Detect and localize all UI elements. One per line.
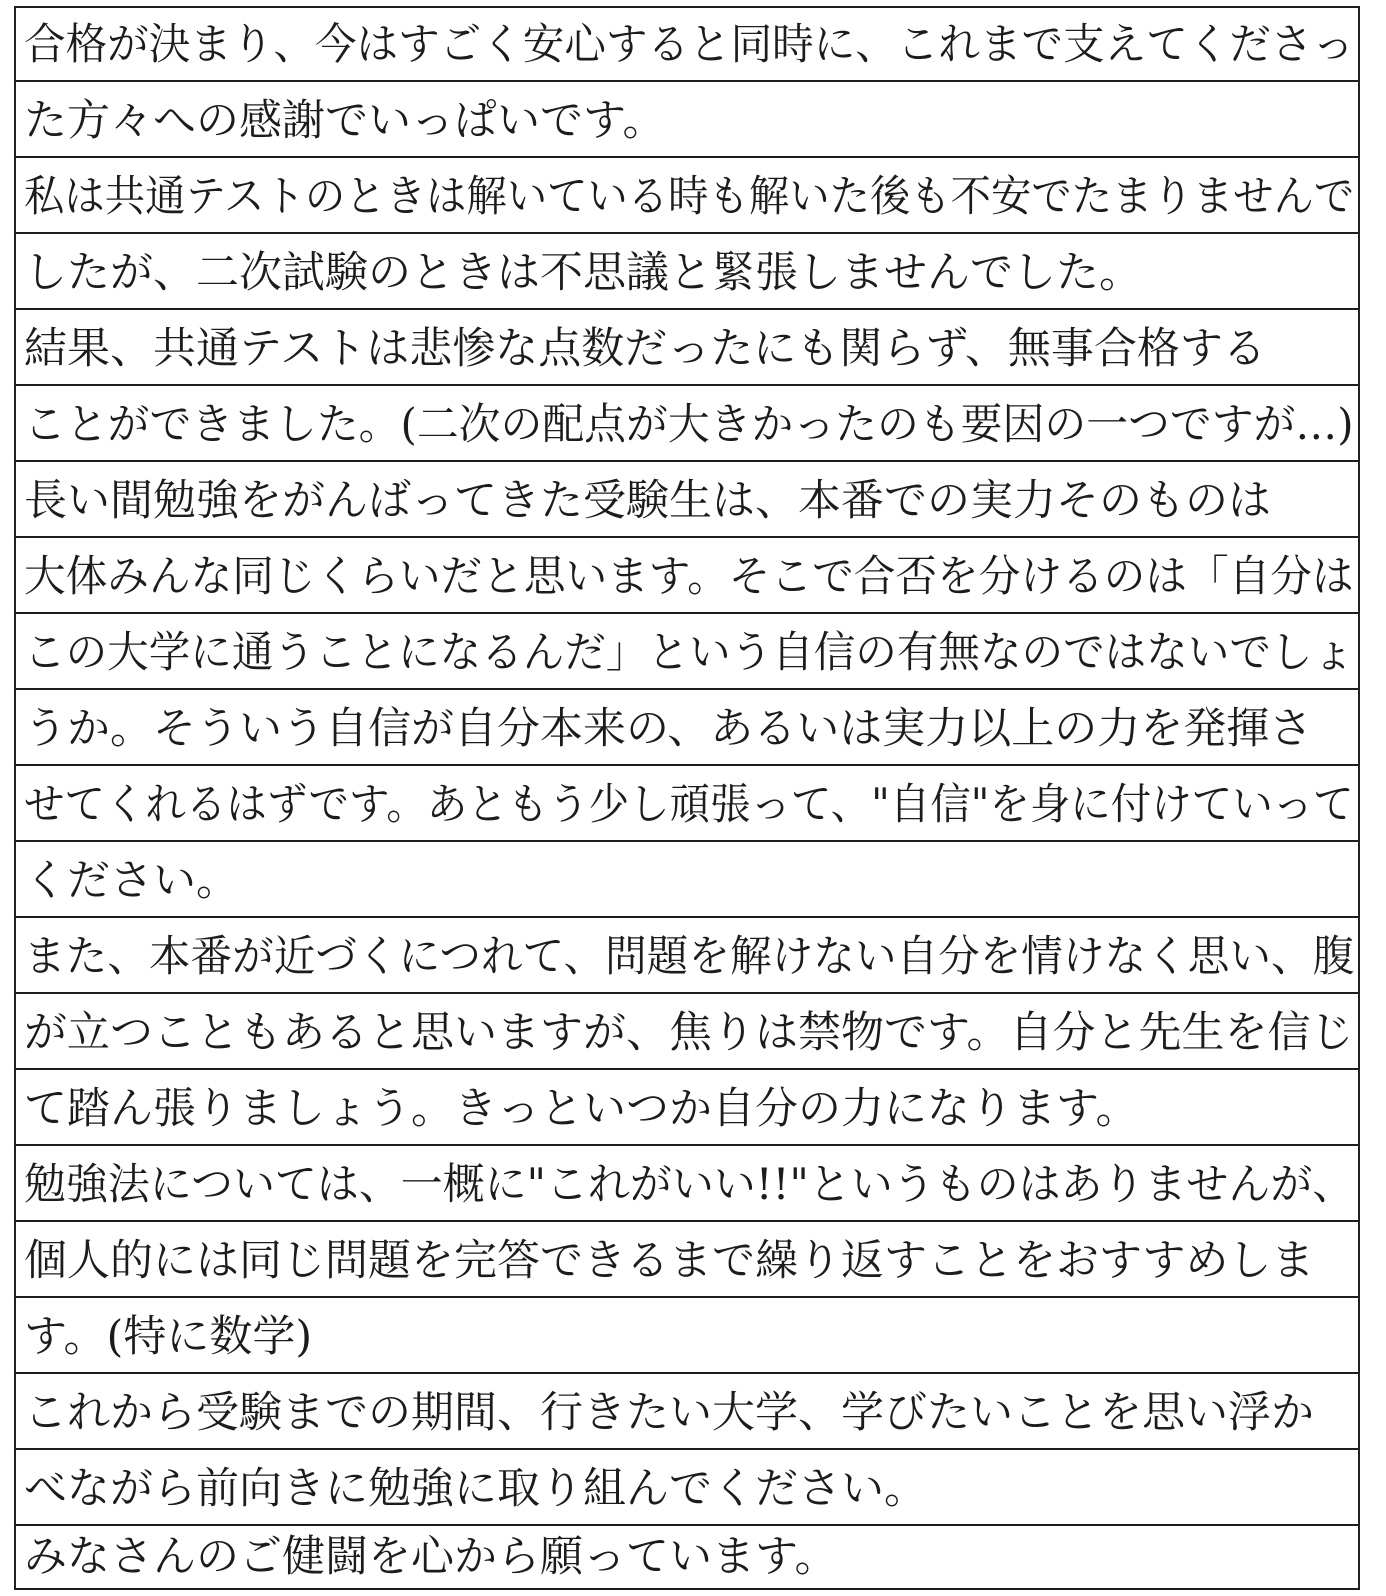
text-line: これから受験までの期間、行きたい大学、学びたいことを思い浮か	[24, 1388, 1314, 1438]
ruled-line	[14, 992, 1360, 994]
ruled-line	[14, 1448, 1360, 1450]
ruled-line	[14, 384, 1360, 386]
text-line: た方々への感謝でいっぱいです。	[24, 96, 666, 146]
ruled-line	[14, 6, 1360, 8]
text-line: みなさんのご健闘を心から願っています。	[24, 1532, 838, 1582]
text-line: 私は共通テストのときは解いている時も解いた後も不安でたまりませんで	[24, 172, 1354, 222]
text-line: うか。そういう自信が自分本来の、あるいは実力以上の力を発揮さ	[24, 704, 1313, 754]
ruled-line	[14, 916, 1360, 918]
ruled-line	[14, 1220, 1360, 1222]
text-line: べながら前向きに勉強に取り組んでください。	[24, 1464, 927, 1514]
ruled-line	[14, 80, 1360, 82]
ruled-line	[14, 1144, 1360, 1146]
text-line: したが、二次試験のときは不思議と緊張しませんでした。	[24, 248, 1142, 298]
ruled-line	[14, 688, 1360, 690]
text-line: ください。	[24, 856, 239, 906]
ruled-line	[14, 1372, 1360, 1374]
text-line: 長い間勉強をがんばってきた受験生は、本番での実力そのものは	[24, 476, 1271, 526]
text-line: す。(特に数学)	[24, 1312, 313, 1362]
ruled-line	[14, 1296, 1360, 1298]
text-line: ことができました。(二次の配点が大きかったのも要因の一つですが…)	[24, 400, 1354, 450]
ruled-line	[14, 1068, 1360, 1070]
ruled-line	[14, 1588, 1360, 1590]
ruled-line	[14, 232, 1360, 234]
text-line: が立つこともあると思いますが、焦りは禁物です。自分と先生を信じ	[24, 1008, 1354, 1058]
text-line: この大学に通うことになるんだ」という自信の有無なのではないでしょ	[24, 628, 1355, 678]
page-border-left	[14, 6, 16, 1590]
text-line: て踏ん張りましょう。きっといつか自分の力になります。	[24, 1084, 1139, 1134]
text-line: 合格が決まり、今はすごく安心すると同時に、これまで支えてくださっ	[24, 20, 1355, 70]
text-line: 結果、共通テストは悲惨な点数だったにも関らず、無事合格する	[24, 324, 1266, 374]
ruled-line	[14, 156, 1360, 158]
ruled-line	[14, 308, 1360, 310]
text-line: また、本番が近づくにつれて、問題を解けない自分を情けなく思い、腹	[24, 932, 1355, 982]
ruled-line	[14, 764, 1360, 766]
ruled-line	[14, 612, 1360, 614]
ruled-line	[14, 1524, 1360, 1526]
page-border-right	[1358, 6, 1360, 1590]
text-line: 個人的には同じ問題を完答できるまで繰り返すことをおすすめしま	[24, 1236, 1315, 1286]
text-line: せてくれるはずです。あともう少し頑張って、"自信"を身に付けていって	[24, 780, 1354, 830]
text-line: 勉強法については、一概に"これがいい!!"というものはありませんが、	[24, 1160, 1355, 1210]
text-line: 大体みんな同じくらいだと思います。そこで合否を分けるのは「自分は	[24, 552, 1354, 602]
ruled-line	[14, 460, 1360, 462]
ruled-line	[14, 536, 1360, 538]
ruled-line	[14, 840, 1360, 842]
